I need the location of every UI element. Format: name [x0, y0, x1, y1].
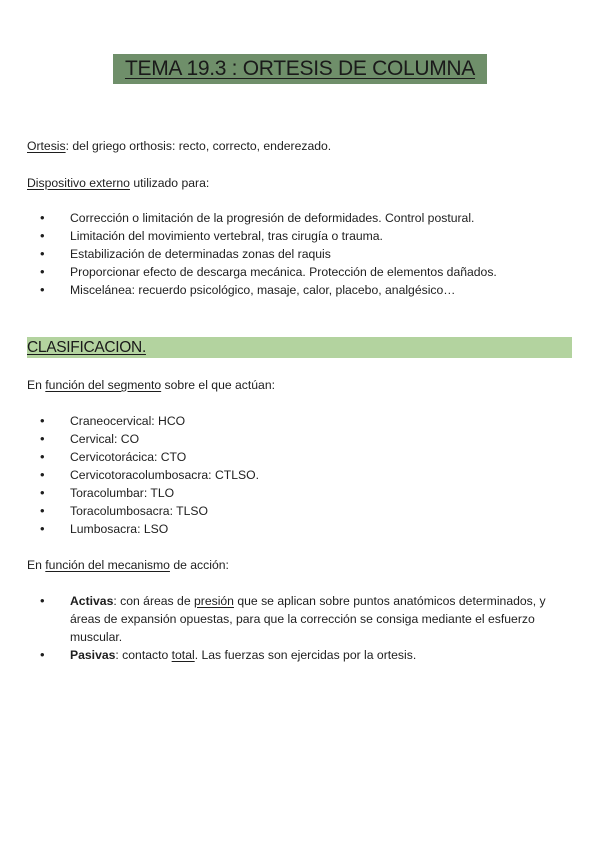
list-item [27, 466, 572, 484]
list-item: • Limitación del movimiento vertebral, tras cirugía o trauma. [27, 227, 572, 245]
segment-item: Cervical: CO [70, 432, 140, 446]
ortesis-definition-text: : del griego orthosis: recto, correcto, enderezado. [65, 139, 332, 153]
segment-item: Craneocervical: HCO [70, 414, 186, 428]
segment-intro-prefix: En [27, 378, 46, 392]
segment-item: Cervicotorácica: CTO [70, 450, 187, 464]
passive-underlined: total [171, 648, 195, 662]
list-item-active [27, 592, 572, 646]
device-intro-text: utilizado para: [129, 176, 210, 190]
segment-item: Cervicotoracolumbosacra: CTLSO. [70, 468, 259, 482]
segment-link: función del segmento [45, 378, 162, 392]
active-label: Activas [70, 594, 114, 608]
passive-text-2: . Las fuerzas son ejercidas por la ortesis. [194, 648, 417, 662]
section-heading: CLASIFICACION. [27, 338, 146, 356]
passive-text-1: : contacto [115, 648, 172, 662]
active-text-1: : con áreas de [113, 594, 194, 608]
mechanism-list [27, 592, 572, 664]
ortesis-definition [27, 137, 331, 155]
passive-label: Pasivas [70, 648, 116, 662]
title-banner [113, 54, 487, 84]
mechanism-intro-suffix: de acción: [169, 558, 229, 572]
page-title: TEMA 19.3 : ORTESIS DE COLUMNA [124, 57, 476, 80]
list-item: • Estabilización de determinadas zonas del raquis [27, 245, 572, 263]
segment-intro [27, 376, 275, 394]
list-item: • Corrección o limitación de la progresión de deformidades. Control postural. [27, 209, 572, 227]
segment-item: Toracolumbosacra: TLSO [70, 504, 208, 518]
segment-item: Lumbosacra: LSO [70, 522, 169, 536]
uses-list [27, 209, 572, 299]
segment-intro-suffix: sobre el que actúan: [161, 378, 275, 392]
segments-list [27, 412, 572, 538]
list-item [27, 484, 572, 502]
list-item [27, 502, 572, 520]
ortesis-term: Ortesis [27, 139, 66, 153]
active-text-2: que se aplican sobre puntos anatómicos determinados, y áreas de expansión opuestas, para que la corrección se consiga mediante el esfuerzo muscular. [70, 594, 546, 644]
list-item-passive [27, 646, 572, 664]
device-intro [27, 174, 209, 192]
mechanism-link: función del mecanismo [45, 558, 170, 572]
classification-banner [27, 337, 572, 358]
list-item: • Proporcionar efecto de descarga mecánica. Protección de elementos dañados. [27, 263, 572, 281]
mechanism-intro-prefix: En [27, 558, 46, 572]
list-item [27, 520, 572, 538]
list-item [27, 448, 572, 466]
list-item [27, 430, 572, 448]
list-item [27, 412, 572, 430]
device-term: Dispositivo externo [27, 176, 130, 190]
mechanism-intro [27, 556, 229, 574]
segment-item: Toracolumbar: TLO [70, 486, 175, 500]
list-item: • Miscelánea: recuerdo psicológico, masaje, calor, placebo, analgésico… [27, 281, 572, 299]
active-underlined: presión [193, 594, 234, 608]
